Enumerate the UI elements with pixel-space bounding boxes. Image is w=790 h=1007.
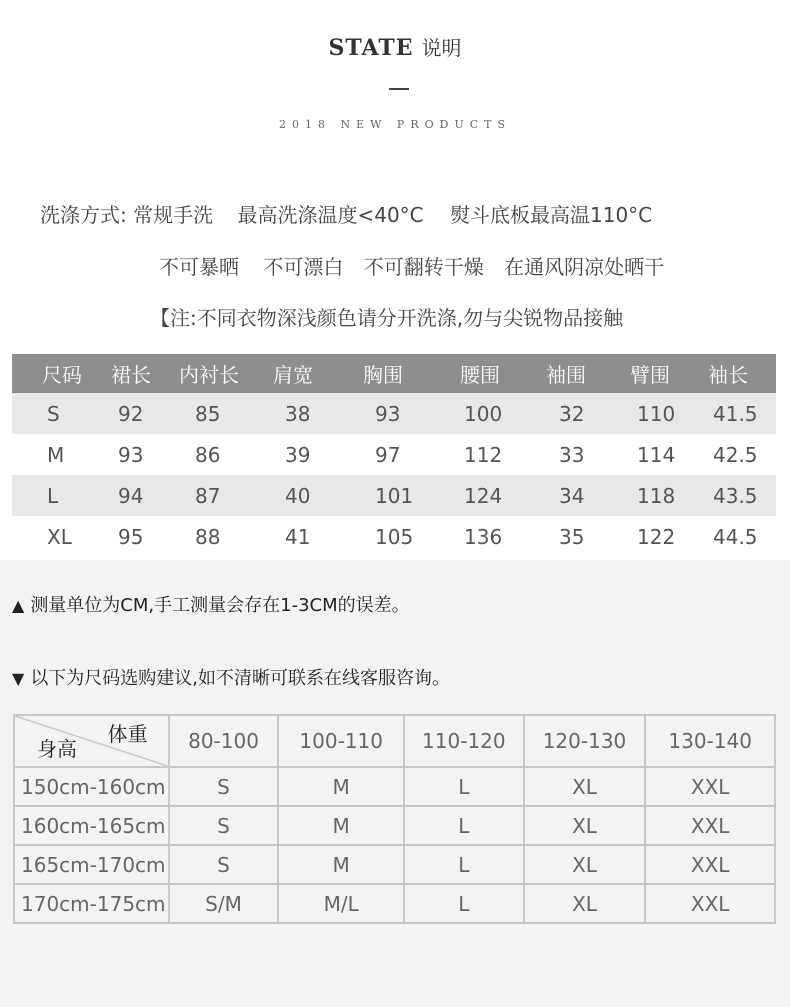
advice-note-text: 以下为尺码选购建议,如不清晰可联系在线客服咨询。 — [30, 668, 451, 689]
weight-header: 110-120 — [404, 715, 524, 767]
table-row — [12, 516, 776, 558]
size-cell: M — [278, 806, 404, 845]
size-cell: M/L — [278, 884, 404, 923]
table-cell: 34 — [533, 475, 618, 516]
size-cell: S/M — [169, 884, 279, 923]
wash-item: 在通风阴凉处晒干 — [504, 255, 665, 279]
height-label: 160cm-165cm — [14, 806, 169, 845]
table-cell: 93 — [353, 393, 444, 434]
size-recommendation-table — [13, 714, 776, 924]
table-row — [12, 434, 776, 475]
table-cell: 32 — [533, 393, 618, 434]
table-cell: 41.5 — [696, 393, 776, 434]
wash-item: 熨斗底板最高温110°C — [450, 203, 653, 227]
table-cell: 95 — [118, 525, 144, 549]
size-cell: S — [169, 845, 279, 884]
table-cell: 93 — [118, 442, 144, 467]
table-cell: 97 — [375, 442, 401, 467]
table-cell: S — [12, 393, 98, 434]
wash-note: 【注:不同衣物深浅颜色请分开洗涤,勿与尖锐物品接触 — [150, 306, 624, 330]
advice-note — [12, 664, 450, 690]
wash-item: 不可漂白 — [263, 255, 344, 279]
recommendation-header-row — [14, 715, 775, 767]
table-cell: 44.5 — [713, 525, 758, 549]
table-cell: 38 — [261, 393, 353, 434]
table-cell: 100 — [444, 393, 533, 434]
weight-header: 130-140 — [645, 715, 775, 767]
size-table — [12, 354, 776, 558]
table-row — [14, 767, 775, 806]
title-english: STATE — [328, 35, 414, 61]
height-label: 170cm-175cm — [14, 884, 169, 923]
table-cell: 33 — [559, 442, 585, 467]
height-label: 150cm-160cm — [14, 767, 169, 806]
table-cell: 39 — [285, 442, 311, 467]
triangle-down-icon: ▼ — [12, 669, 25, 688]
size-cell: L — [404, 845, 524, 884]
wash-line-2 — [159, 251, 664, 280]
table-cell: 118 — [618, 475, 696, 516]
size-cell: XXL — [645, 884, 775, 923]
size-cell: L — [404, 806, 524, 845]
column-header: 尺码 — [12, 354, 98, 393]
weight-header: 120-130 — [524, 715, 646, 767]
column-header: 腰围 — [444, 354, 533, 393]
wash-label: 洗涤方式: — [40, 203, 127, 227]
size-cell: M — [278, 767, 404, 806]
table-row — [12, 393, 776, 434]
corner-height-label: 身高 — [37, 737, 77, 761]
size-cell: XXL — [645, 845, 775, 884]
column-header: 裙长 — [98, 354, 179, 393]
column-header: 胸围 — [353, 354, 444, 393]
column-header: 袖围 — [533, 354, 618, 393]
table-cell: 42.5 — [713, 442, 758, 467]
table-cell: 122 — [637, 525, 676, 549]
size-cell: L — [404, 884, 524, 923]
triangle-up-icon: ▲ — [12, 596, 25, 615]
wash-item: 最高洗涤温度<40°C — [237, 203, 424, 227]
table-cell: XL — [47, 525, 72, 549]
size-cell: XL — [524, 767, 646, 806]
wash-item: 常规手洗 — [133, 203, 214, 227]
table-cell: 87 — [179, 475, 261, 516]
height-label: 165cm-170cm — [14, 845, 169, 884]
table-cell: 110 — [618, 393, 696, 434]
measure-note — [12, 591, 410, 617]
size-cell: S — [169, 806, 279, 845]
table-cell: M — [47, 442, 65, 467]
weight-header: 80-100 — [169, 715, 279, 767]
table-cell: 105 — [375, 525, 414, 549]
size-cell: XL — [524, 845, 646, 884]
table-cell: 40 — [261, 475, 353, 516]
table-row — [12, 475, 776, 516]
table-cell: 124 — [444, 475, 533, 516]
table-cell: 92 — [98, 393, 179, 434]
table-cell: 101 — [353, 475, 444, 516]
size-cell: S — [169, 767, 279, 806]
table-cell: 94 — [98, 475, 179, 516]
table-cell: 112 — [464, 442, 503, 467]
wash-item: 不可翻转干燥 — [363, 255, 484, 279]
table-cell: 114 — [637, 442, 676, 467]
column-header: 臂围 — [618, 354, 696, 393]
table-cell: 86 — [195, 442, 221, 467]
size-cell: L — [404, 767, 524, 806]
weight-header: 100-110 — [278, 715, 404, 767]
size-table-header — [12, 354, 776, 393]
size-cell: M — [278, 845, 404, 884]
page-title — [0, 32, 790, 61]
table-row — [14, 884, 775, 923]
column-header: 肩宽 — [261, 354, 353, 393]
table-cell: 43.5 — [696, 475, 776, 516]
table-row — [14, 806, 775, 845]
table-cell: 136 — [464, 525, 503, 549]
size-cell: XXL — [645, 806, 775, 845]
table-cell: L — [12, 475, 98, 516]
table-row — [14, 845, 775, 884]
table-cell: 35 — [559, 525, 585, 549]
page-subtitle: 2018 NEW PRODUCTS — [278, 118, 512, 131]
table-cell: 88 — [195, 525, 221, 549]
size-cell: XXL — [645, 767, 775, 806]
table-cell: 41 — [285, 525, 311, 549]
corner-weight-label: 体重 — [107, 722, 148, 746]
wash-line-1 — [40, 199, 652, 228]
wash-item: 不可暴晒 — [159, 255, 239, 279]
column-header: 内衬长 — [179, 354, 261, 393]
table-cell: 85 — [179, 393, 261, 434]
title-divider — [389, 88, 409, 90]
size-cell: XL — [524, 884, 646, 923]
corner-cell — [14, 715, 169, 767]
size-cell: XL — [524, 806, 646, 845]
title-chinese: 说明 — [421, 36, 462, 60]
column-header: 袖长 — [696, 354, 776, 393]
measure-note-text: 测量单位为CM,手工测量会存在1-3CM的误差。 — [30, 595, 410, 616]
